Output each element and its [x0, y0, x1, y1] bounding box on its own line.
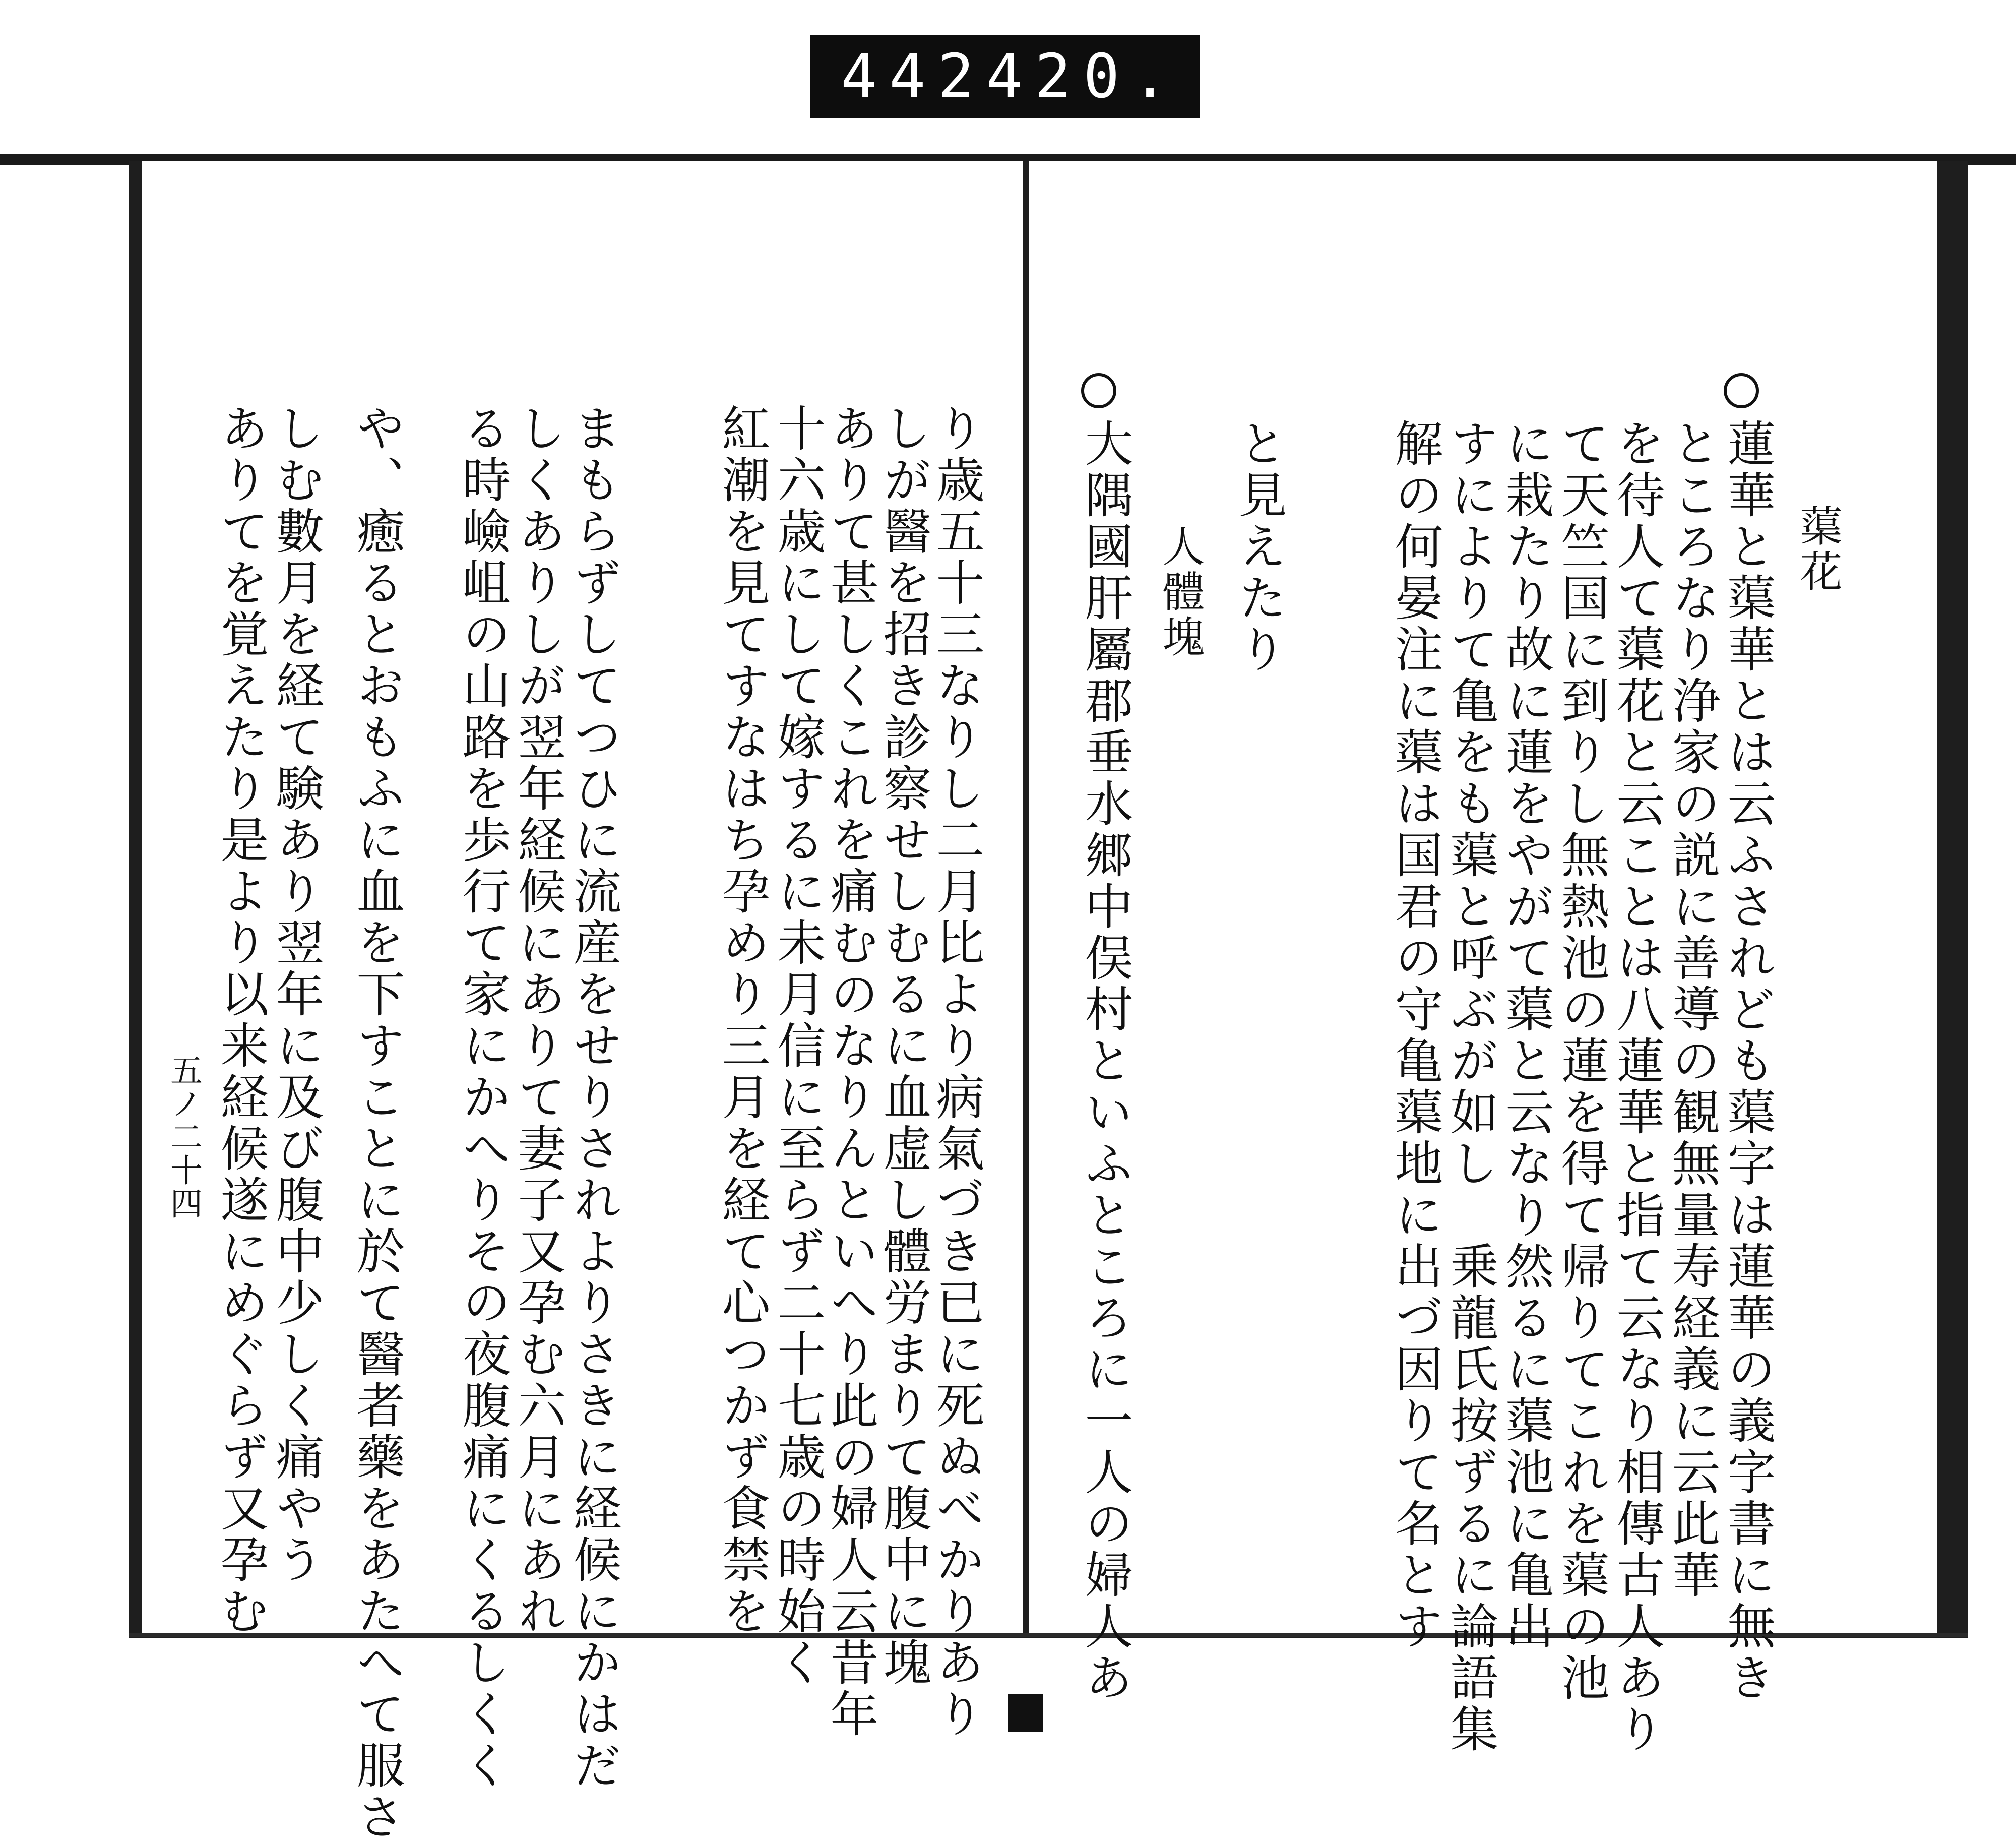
text-column: る時嶮岨の山路を歩行て家にかへりその夜腹痛にくるしくく — [455, 403, 511, 1792]
book-gutter — [1023, 161, 1029, 1638]
text-column: て天竺国に到りし無熱池の蓮を得て帰りてこれを蕖の池 — [1553, 418, 1610, 1704]
text-column: しくありしが翌年経候にありて妻子又孕む六月にあれ — [510, 403, 566, 1637]
text-column: 紅潮を見てすなはち孕めり三月を経て心つかず食禁を — [714, 403, 771, 1637]
page-number: 五ノ二十四 — [165, 1054, 202, 1220]
scan-label-left: 442 — [841, 42, 986, 112]
text-column: 蓮華と蕖華とは云ふされども蕖字は蓮華の義字書に無き — [1720, 418, 1776, 1704]
scan-label-right: 420. — [986, 42, 1180, 112]
text-column: と見えたり — [1231, 418, 1287, 675]
binding-clip — [1008, 1694, 1043, 1732]
text-column: 大隅國肝屬郡垂水郷中俣村といふところに一人の婦人あ — [1077, 418, 1133, 1704]
text-column: を待人て蕖花と云ことは八蓮華と指て云なり相傳古人あり — [1609, 418, 1665, 1755]
scan-label — [810, 35, 1200, 118]
text-column: しむ數月を経て験あり翌年に及び腹中少しく痛やう — [268, 403, 325, 1586]
section-marker-circle — [1724, 373, 1759, 408]
text-column: ありて甚しくこれを痛むのなりんといへり此の婦人云昔年 — [823, 403, 879, 1740]
text-column: ところなり浄家の説に善導の観無量寿経義に云此華 — [1664, 418, 1721, 1601]
text-column: すによりて亀をも蕖と呼ぶが如し 乗龍氏按ずるに論語集 — [1442, 418, 1499, 1755]
text-column: ありてを覚えたり是より以来経候遂にめぐらず又孕む — [213, 403, 269, 1637]
text-column: り歳五十三なりし二月比より病氣づき已に死ぬべかりあり — [928, 403, 985, 1740]
text-column: や、癒るとおもふに血を下すことに於て醫者藥をあたへて服さ — [349, 403, 405, 1843]
text-column: まもらずしてつひに流産をせりされよりさきに経候にかはだ — [565, 403, 622, 1792]
section-title-body-mass: 人體塊 — [1156, 524, 1205, 660]
text-column: 十六歳にして嫁するに未月信に至らず二十七歳の時始く — [770, 403, 826, 1689]
text-column: 解の何晏注に蕖は国君の守亀蕖地に出づ因りて名とす — [1387, 418, 1443, 1652]
text-column: に栽たり故に蓮をやがて蕖と云なり然るに蕖池に亀出 — [1498, 418, 1554, 1652]
text-column: しが醫を招き診察せしむるに血虚し體労まりて腹中に塊 — [875, 403, 932, 1689]
section-marker-circle — [1081, 373, 1116, 408]
section-title-lotus: 蕖花 — [1793, 504, 1843, 595]
